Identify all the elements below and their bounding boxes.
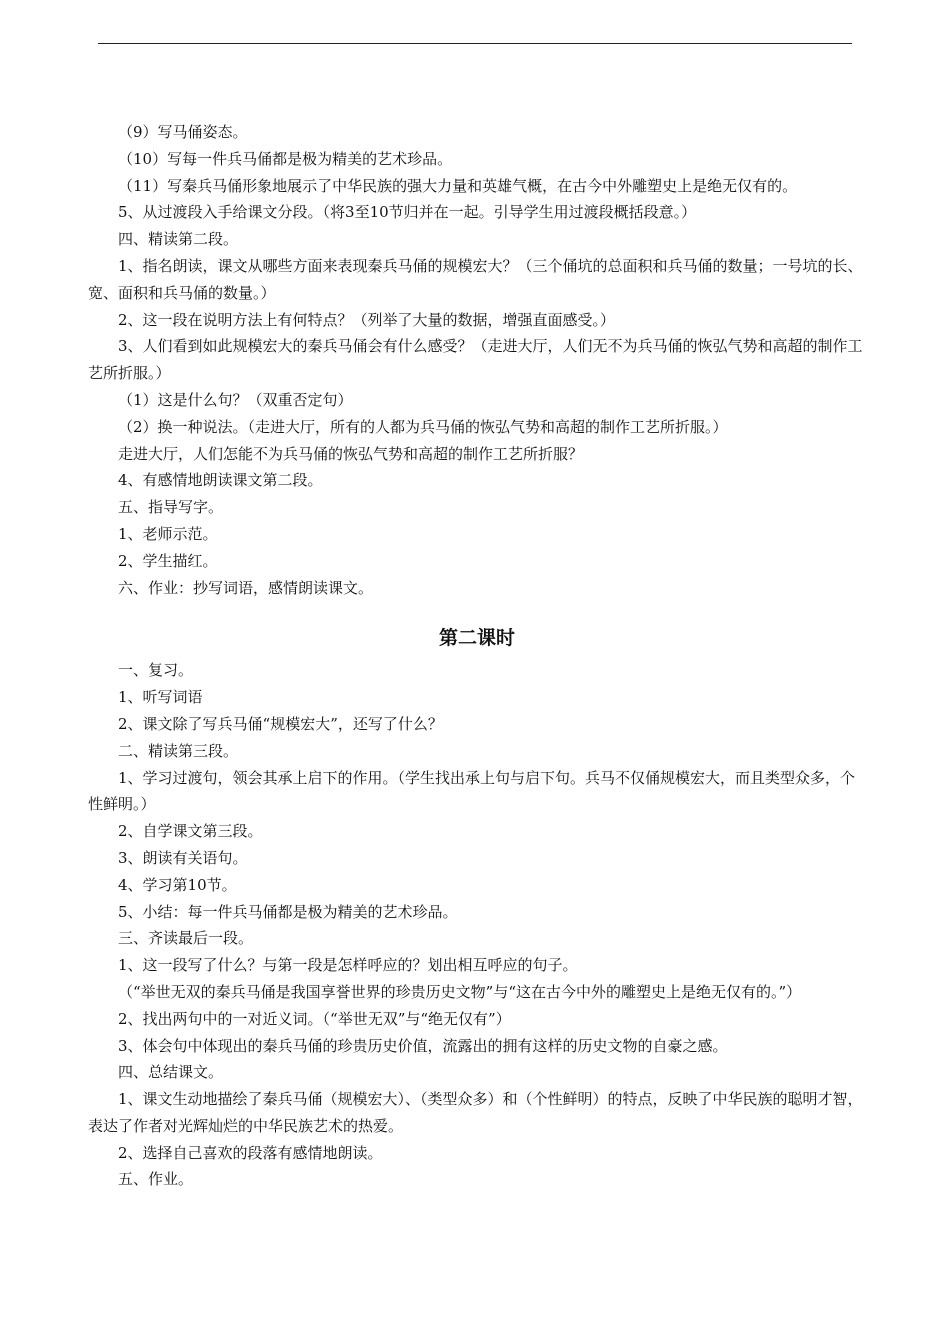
paragraph: 一、复习。: [118, 661, 194, 680]
paragraph: 2、选择自己喜欢的段落有感情地朗读。: [118, 1143, 383, 1162]
paragraph: （9）写马俑姿态。: [118, 123, 248, 141]
paragraph: 4、学习第10节。: [118, 875, 237, 894]
paragraph: 2、课文除了写兵马俑“规模宏大”，还写了什么？: [118, 714, 443, 733]
paragraph: 3、人们看到如此规模宏大的秦兵马俑会有什么感受？（走进大厅，人们无不为兵马俑的恢弘气势和高超的制作工艺所折服。）: [88, 337, 863, 383]
paragraph: 1、这一段写了什么？与第一段是怎样呼应的？划出相互呼应的句子。: [118, 956, 578, 975]
paragraph: 六、作业：抄写词语，感情朗读课文。: [118, 578, 374, 597]
paragraph: 2、学生描红。: [118, 551, 218, 570]
paragraph: （10）写每一件兵马俑都是极为精美的艺术珍品。: [118, 149, 453, 168]
paragraph: （“举世无双的秦兵马俑是我国享誉世界的珍贵历史文物”与“这在古今中外的雕塑史上是绝无仅有的。”）: [118, 982, 802, 1001]
paragraph: 走进大厅，人们怎能不为兵马俑的恢弘气势和高超的制作工艺所折服？: [118, 444, 584, 463]
paragraph: 2、自学课文第三段。: [118, 822, 263, 841]
section-first-lesson-continued: [88, 119, 866, 601]
paragraph: 二、精读第三段。: [118, 741, 239, 760]
paragraph: 五、指导写字。: [118, 498, 224, 517]
paragraph: 5、小结：每一件兵马俑都是极为精美的艺术珍品。: [118, 902, 458, 921]
section-heading: 第二课时: [438, 627, 515, 650]
paragraph: 5、从过渡段入手给课文分段。（将3至10节归并在一起。引导学生用过渡段概括段意。）: [118, 203, 697, 222]
paragraph: 3、朗读有关语句。: [118, 848, 248, 867]
paragraph: 三、齐读最后一段。: [118, 929, 254, 948]
paragraph: 1、指名朗读，课文从哪些方面来表现秦兵马俑的规模宏大？（三个俑坑的总面积和兵马俑的数量；一号坑的长、宽、面积和兵马俑的数量。）: [88, 256, 863, 302]
paragraph: 四、总结课文。: [118, 1063, 224, 1082]
paragraph: 3、体会句中体现出的秦兵马俑的珍贵历史价值，流露出的拥有这样的历史文物的自豪之感。: [118, 1036, 728, 1055]
paragraph: 2、找出两句中的一对近义词。（“举世无双”与“绝无仅有”）: [118, 1009, 511, 1028]
header-rule: [98, 43, 852, 44]
paragraph: 四、精读第二段。: [118, 230, 239, 249]
section-second-lesson: [88, 657, 866, 1193]
document-body: [88, 119, 866, 1193]
paragraph: 1、老师示范。: [118, 524, 218, 543]
paragraph: 2、这一段在说明方法上有何特点？（列举了大量的数据，增强直面感受。）: [118, 310, 616, 329]
paragraph: （1）这是什么句？（双重否定句）: [118, 390, 353, 409]
paragraph: （11）写秦兵马俑形象地展示了中华民族的强大力量和英雄气概，在古今中外雕塑史上是绝无仅有的。: [118, 176, 798, 195]
paragraph: 1、学习过渡句，领会其承上启下的作用。（学生找出承上句与启下句。兵马不仅俑规模宏大，而且类型众多，个性鲜明。）: [88, 768, 856, 814]
paragraph: 1、课文生动地描绘了秦兵马俑（规模宏大）、（类型众多）和（个性鲜明）的特点，反映了中华民族的聪明才智，表达了作者对光辉灿烂的中华民族艺术的热爱。: [88, 1090, 863, 1135]
paragraph: 五、作业。: [118, 1170, 194, 1189]
paragraph: 1、听写词语: [118, 688, 203, 707]
paragraph: （2）换一种说法。（走进大厅，所有的人都为兵马俑的恢弘气势和高超的制作工艺所折服。）: [118, 417, 728, 436]
paragraph: 4、有感情地朗读课文第二段。: [118, 471, 323, 490]
